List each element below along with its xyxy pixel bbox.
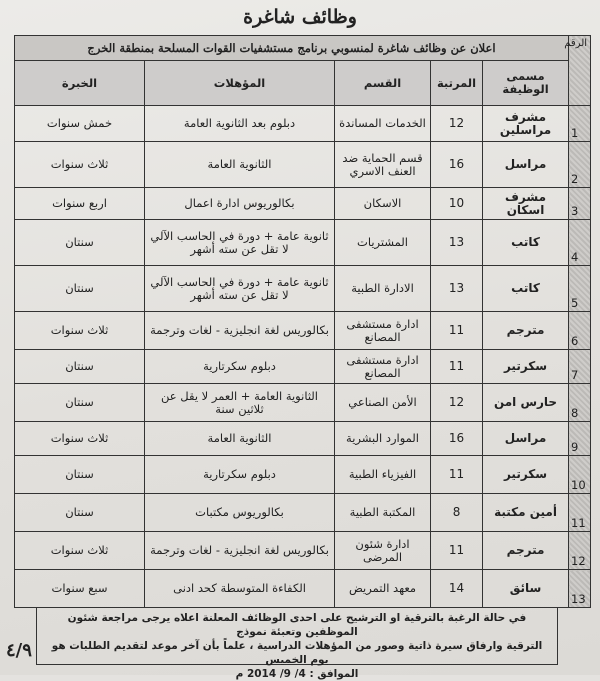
job-title-cell: مراسل [483, 422, 569, 456]
row-number: 8 [569, 384, 591, 422]
header-rank: المرتبة [431, 61, 483, 106]
department-cell: ادارة شئون المرضى [335, 532, 431, 570]
qualifications-cell: الثانوية العامة + العمر لا يقل عن ثلاثين سنة [145, 384, 335, 422]
department-cell: ادارة مستشفى المصانع [335, 350, 431, 384]
job-title-cell: مراسل [483, 142, 569, 188]
page-title: وظائف شاغرة [243, 6, 357, 28]
experience-cell: سنتان [15, 220, 145, 266]
footer-note [36, 607, 558, 680]
table-row [15, 384, 591, 422]
table-row [15, 350, 591, 384]
table-row [15, 142, 591, 188]
department-cell: معهد التمريض [335, 570, 431, 608]
job-title-cell: كاتب [483, 220, 569, 266]
qualifications-cell: بكالوريس لغة انجليزية - لغات وترجمة [145, 312, 335, 350]
job-title-cell: كاتب [483, 266, 569, 312]
qualifications-cell: دبلوم سكرتارية [145, 456, 335, 494]
experience-cell: سنتان [15, 266, 145, 312]
header-qualifications: المؤهلات [145, 61, 335, 106]
job-title-cell: مشرف مراسلين [483, 106, 569, 142]
row-number: 3 [569, 188, 591, 220]
qualifications-cell: بكالوريوس مكتبات [145, 494, 335, 532]
table-row [15, 312, 591, 350]
qualifications-cell: ثانوية عامة + دورة في الحاسب الآلي لا تقل عن سته أشهر [145, 220, 335, 266]
department-cell: الادارة الطبية [335, 266, 431, 312]
experience-cell: اربع سنوات [15, 188, 145, 220]
header-job-title: مسمى الوظيفة [483, 61, 569, 106]
row-number: 10 [569, 456, 591, 494]
experience-cell: خمش سنوات [15, 106, 145, 142]
row-number: 9 [569, 422, 591, 456]
department-cell: المكتبة الطبية [335, 494, 431, 532]
rank-cell: 13 [431, 266, 483, 312]
job-title-cell: سكرتير [483, 350, 569, 384]
qualifications-cell: الثانوية العامة [145, 142, 335, 188]
department-cell: الأمن الصناعي [335, 384, 431, 422]
experience-cell: سبع سنوات [15, 570, 145, 608]
table-row [15, 456, 591, 494]
job-title-cell: مشرف اسكان [483, 188, 569, 220]
jobs-table [14, 35, 591, 608]
rank-cell: 12 [431, 106, 483, 142]
job-title-cell: سائق [483, 570, 569, 608]
rank-cell: 13 [431, 220, 483, 266]
experience-cell: ثلاث سنوات [15, 532, 145, 570]
rank-cell: 11 [431, 312, 483, 350]
rank-cell: 11 [431, 350, 483, 384]
rank-cell: 10 [431, 188, 483, 220]
row-number: 7 [569, 350, 591, 384]
row-number: 11 [569, 494, 591, 532]
header-department: القسم [335, 61, 431, 106]
department-cell: المشتريات [335, 220, 431, 266]
qualifications-cell: بكالوريس لغة انجليزية - لغات وترجمة [145, 532, 335, 570]
job-title-cell: مترجم [483, 532, 569, 570]
rank-cell: 11 [431, 456, 483, 494]
qualifications-cell: الكفاءة المتوسطة كحد ادنى [145, 570, 335, 608]
row-number: 5 [569, 266, 591, 312]
table-row [15, 188, 591, 220]
qualifications-cell: الثانوية العامة [145, 422, 335, 456]
qualifications-cell: ثانوية عامة + دورة في الحاسب الآلي لا تقل عن سته أشهر [145, 266, 335, 312]
rank-cell: 8 [431, 494, 483, 532]
experience-cell: ثلاث سنوات [15, 142, 145, 188]
row-number: 12 [569, 532, 591, 570]
table-row [15, 220, 591, 266]
table-row [15, 266, 591, 312]
row-number: 13 [569, 570, 591, 608]
department-cell: الموارد البشرية [335, 422, 431, 456]
header-number: الرقم [569, 36, 591, 106]
row-number: 1 [569, 106, 591, 142]
experience-cell: سنتان [15, 350, 145, 384]
table-row [15, 532, 591, 570]
department-cell: الاسكان [335, 188, 431, 220]
rank-cell: 16 [431, 142, 483, 188]
header-experience: الخبرة [15, 61, 145, 106]
experience-cell: سنتان [15, 456, 145, 494]
experience-cell: سنتان [15, 384, 145, 422]
department-cell: الخدمات المساندة [335, 106, 431, 142]
department-cell: ادارة مستشفى المصانع [335, 312, 431, 350]
table-row [15, 570, 591, 608]
row-number: 6 [569, 312, 591, 350]
experience-cell: سنتان [15, 494, 145, 532]
row-number: 2 [569, 142, 591, 188]
footer-date: الموافق : 4/ 9/ 2014 م [235, 668, 359, 680]
job-title-cell: مترجم [483, 312, 569, 350]
qualifications-cell: دبلوم سكرتارية [145, 350, 335, 384]
rank-cell: 11 [431, 532, 483, 570]
job-title-cell: حارس امن [483, 384, 569, 422]
qualifications-cell: بكالوريوس ادارة اعمال [145, 188, 335, 220]
row-number: 4 [569, 220, 591, 266]
job-title-cell: سكرتير [483, 456, 569, 494]
announcement: اعلان عن وظائف شاغرة لمنسوبي برنامج مستشفيات القوات المسلحة بمنطقة الخرج [15, 36, 569, 61]
rank-cell: 14 [431, 570, 483, 608]
rank-cell: 12 [431, 384, 483, 422]
table-row [15, 422, 591, 456]
qualifications-cell: دبلوم بعد الثانوية العامة [145, 106, 335, 142]
footer-line: الترقية وارفاق سيرة ذاتية وصور من المؤهلات الدراسية ، علماً بأن آخر موعد لتقديم الطلبات هو يوم الخميس [51, 640, 543, 666]
table-row [15, 494, 591, 532]
department-cell: الفيزياء الطبية [335, 456, 431, 494]
footer-line: في حالة الرغبة بالترقية او الترشيح على احدى الوظائف المعلنة اعلاه يرجى مراجعة شئون الموظفين وتعبئة نموذج [67, 612, 527, 638]
department-cell: قسم الحماية ضد العنف الاسري [335, 142, 431, 188]
experience-cell: ثلاث سنوات [15, 422, 145, 456]
rank-cell: 16 [431, 422, 483, 456]
experience-cell: ثلاث سنوات [15, 312, 145, 350]
job-title-cell: أمين مكتبة [483, 494, 569, 532]
table-row [15, 106, 591, 142]
table-body [15, 106, 591, 608]
handwritten-signature: ٤/٩ [6, 640, 32, 661]
